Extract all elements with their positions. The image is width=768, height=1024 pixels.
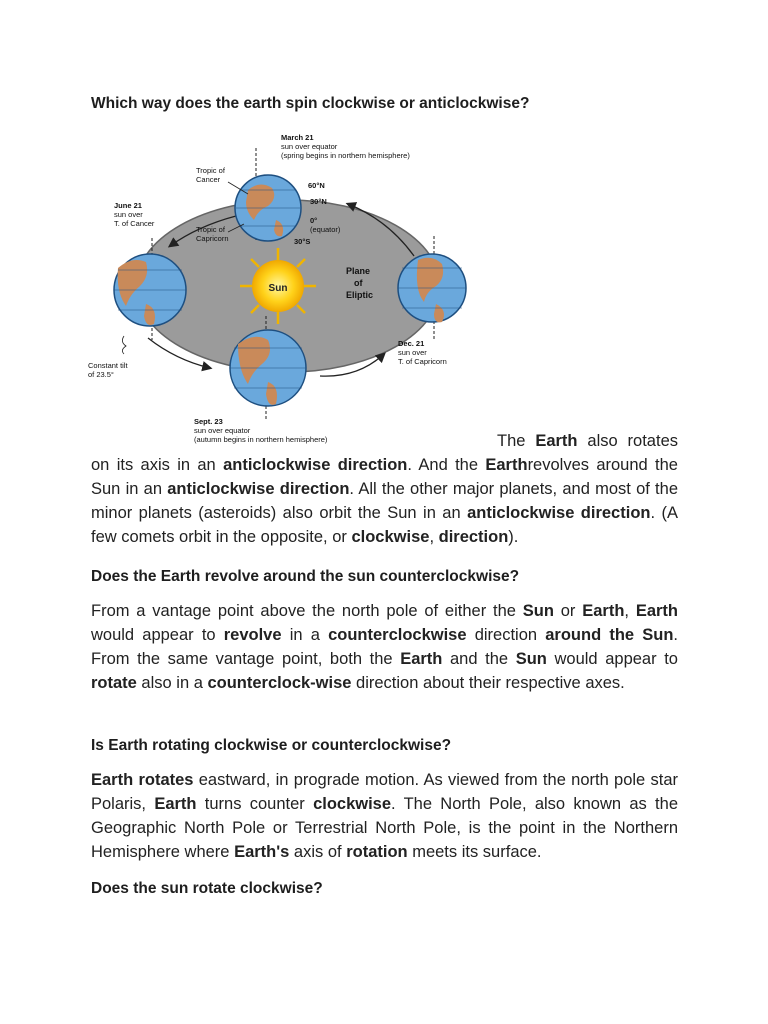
label-september-2: sun over equator [194,426,251,435]
label-tropic-cancer-2: Cancer [196,175,221,184]
label-tropic-capricorn: Tropic of [196,225,225,234]
label-tropic-capricorn-2: Capricorn [196,234,229,243]
label-30n: 30°N [310,197,327,206]
heading-q4: Does the sun rotate clockwise? [91,880,323,897]
label-tropic-cancer: Tropic of [196,166,225,175]
label-june-3: T. of Cancer [114,219,155,228]
heading-q1: Which way does the earth spin clockwise or anticlockwise? [91,95,530,112]
label-december: Dec. 21 [398,339,425,348]
label-tilt: Constant tilt [88,361,128,370]
seasons-diagram [88,128,468,448]
label-june: June 21 [114,201,142,210]
sun-label: Sun [268,283,288,294]
label-plane-3: Eliptic [346,290,374,300]
label-plane: Plane [346,266,371,276]
label-0: 0° [310,216,318,225]
label-march-2: sun over equator [281,142,338,151]
paragraph-3: Earth rotates eastward, in prograde motion. As viewed from the north pole star Polaris, Earth turns counter clockwise. The North Pole, also known as the Geographic North Pole or Terrestrial North Pole, is the point in the Northern Hemisphere where Earth's axis of rotation meets its surface. [91,771,679,861]
label-december-2: sun over [398,348,427,357]
label-60n: 60°N [308,181,325,190]
label-march: March 21 [281,133,314,142]
label-june-2: sun over [114,210,143,219]
heading-q3: Is Earth rotating clockwise or counterclockwise? [91,737,452,754]
paragraph-2: From a vantage point above the north pole of either the Sun or Earth, Earth would appear to revolve in a counterclockwise direction around the Sun. From the same vantage point, both the Earth and the Sun would appear to rotate also in a counterclock-wise direction about their respective axes. [91,602,679,692]
label-plane-2: of [354,278,363,288]
label-equator: (equator) [310,225,341,234]
label-september-3: (autumn begins in northern hemisphere) [194,435,328,444]
label-september: Sept. 23 [194,417,223,426]
globe-march [235,148,301,241]
heading-q2: Does the Earth revolve around the sun counterclockwise? [91,568,520,585]
label-december-3: T. of Capricorn [398,357,447,366]
label-30s: 30°S [294,237,311,246]
label-march-3: (spring begins in northern hemisphere) [281,151,410,160]
paragraph-1: The Earth also rotates on its axis in an anticlockwise direction. And the Earthrevolves around the Sun in an anticlockwise direction. All the other major planets, and most of the minor planets (asteroids) also orbit the Sun in an anticlockwise direction. (A few comets orbit in the opposite, or clockwise, direction). [91,432,678,546]
label-tilt-2: of 23.5° [88,370,114,379]
